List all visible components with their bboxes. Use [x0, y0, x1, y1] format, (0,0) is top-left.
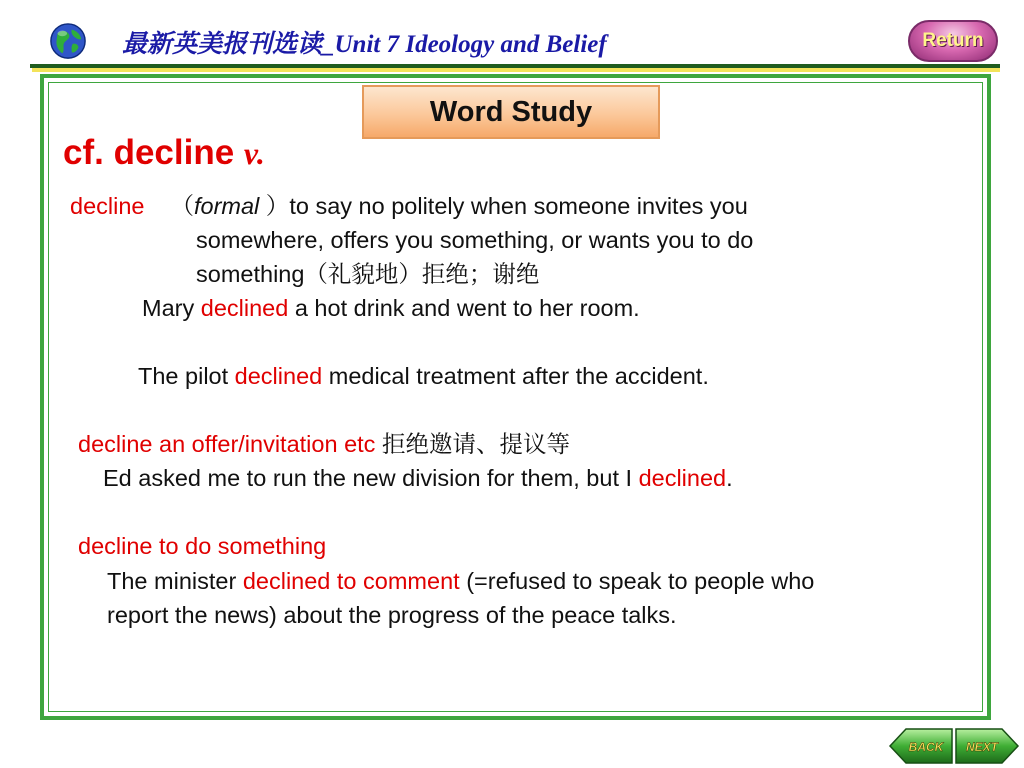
header-title: 最新英美报刊选读_Unit 7 Ideology and Belief	[122, 31, 607, 58]
phrase-2-example-post: (=refused to speak to people who	[459, 568, 815, 594]
back-button[interactable]	[888, 726, 954, 766]
example-1-highlight: declined	[200, 295, 289, 321]
phrase-2-example-pre: The minister	[107, 568, 243, 594]
phrase-2-example-line-2: report the news) about the progress of the peace talks.	[107, 602, 677, 628]
next-button-label: NEXT	[965, 740, 999, 754]
phrase-2-term: decline to do something	[78, 533, 327, 559]
return-button-label: Return	[922, 30, 984, 51]
phrase-2-example-line-1	[107, 564, 814, 598]
register-close: ）	[259, 193, 290, 219]
definition-text-1: to say no politely when someone invites you	[289, 193, 748, 219]
header-divider-yellow	[32, 68, 1000, 72]
example-1-post: a hot drink and went to her room.	[288, 295, 640, 321]
phrase-1-gloss: 拒绝邀请、提议等	[381, 431, 570, 457]
example-2	[138, 359, 709, 393]
back-button-label: BACK	[908, 740, 944, 754]
definition-line-2: somewhere, offers you something, or wants you to do	[196, 227, 754, 253]
phrase-2-example-highlight: declined to comment	[242, 568, 460, 594]
example-1	[142, 291, 640, 325]
word-study-label: Word Study	[362, 85, 660, 139]
example-2-post: medical treatment after the accident.	[322, 363, 709, 389]
example-1-pre: Mary	[142, 295, 201, 321]
globe-icon	[49, 22, 87, 60]
phrase-1-example-post: .	[726, 465, 733, 491]
phrase-1-example-highlight: declined	[638, 465, 727, 491]
register-open: （	[170, 193, 194, 219]
example-2-pre: The pilot	[138, 363, 235, 389]
next-button[interactable]	[954, 726, 1020, 766]
heading	[63, 133, 265, 173]
phrase-1-term: decline an offer/invitation etc	[78, 431, 382, 457]
heading-word: cf. decline	[63, 133, 244, 172]
entry-term: decline	[70, 193, 145, 219]
heading-pos: v.	[243, 135, 265, 171]
phrase-1-example	[103, 461, 733, 495]
definition-line-3: something（礼貌地）拒绝；谢绝	[196, 261, 540, 287]
example-2-highlight: declined	[234, 363, 323, 389]
register-label: formal	[193, 193, 260, 219]
definition-line-1	[70, 189, 748, 223]
return-button[interactable]	[908, 20, 998, 62]
phrase-1	[78, 427, 570, 461]
phrase-1-example-pre: Ed asked me to run the new division for them, but I	[103, 465, 639, 491]
